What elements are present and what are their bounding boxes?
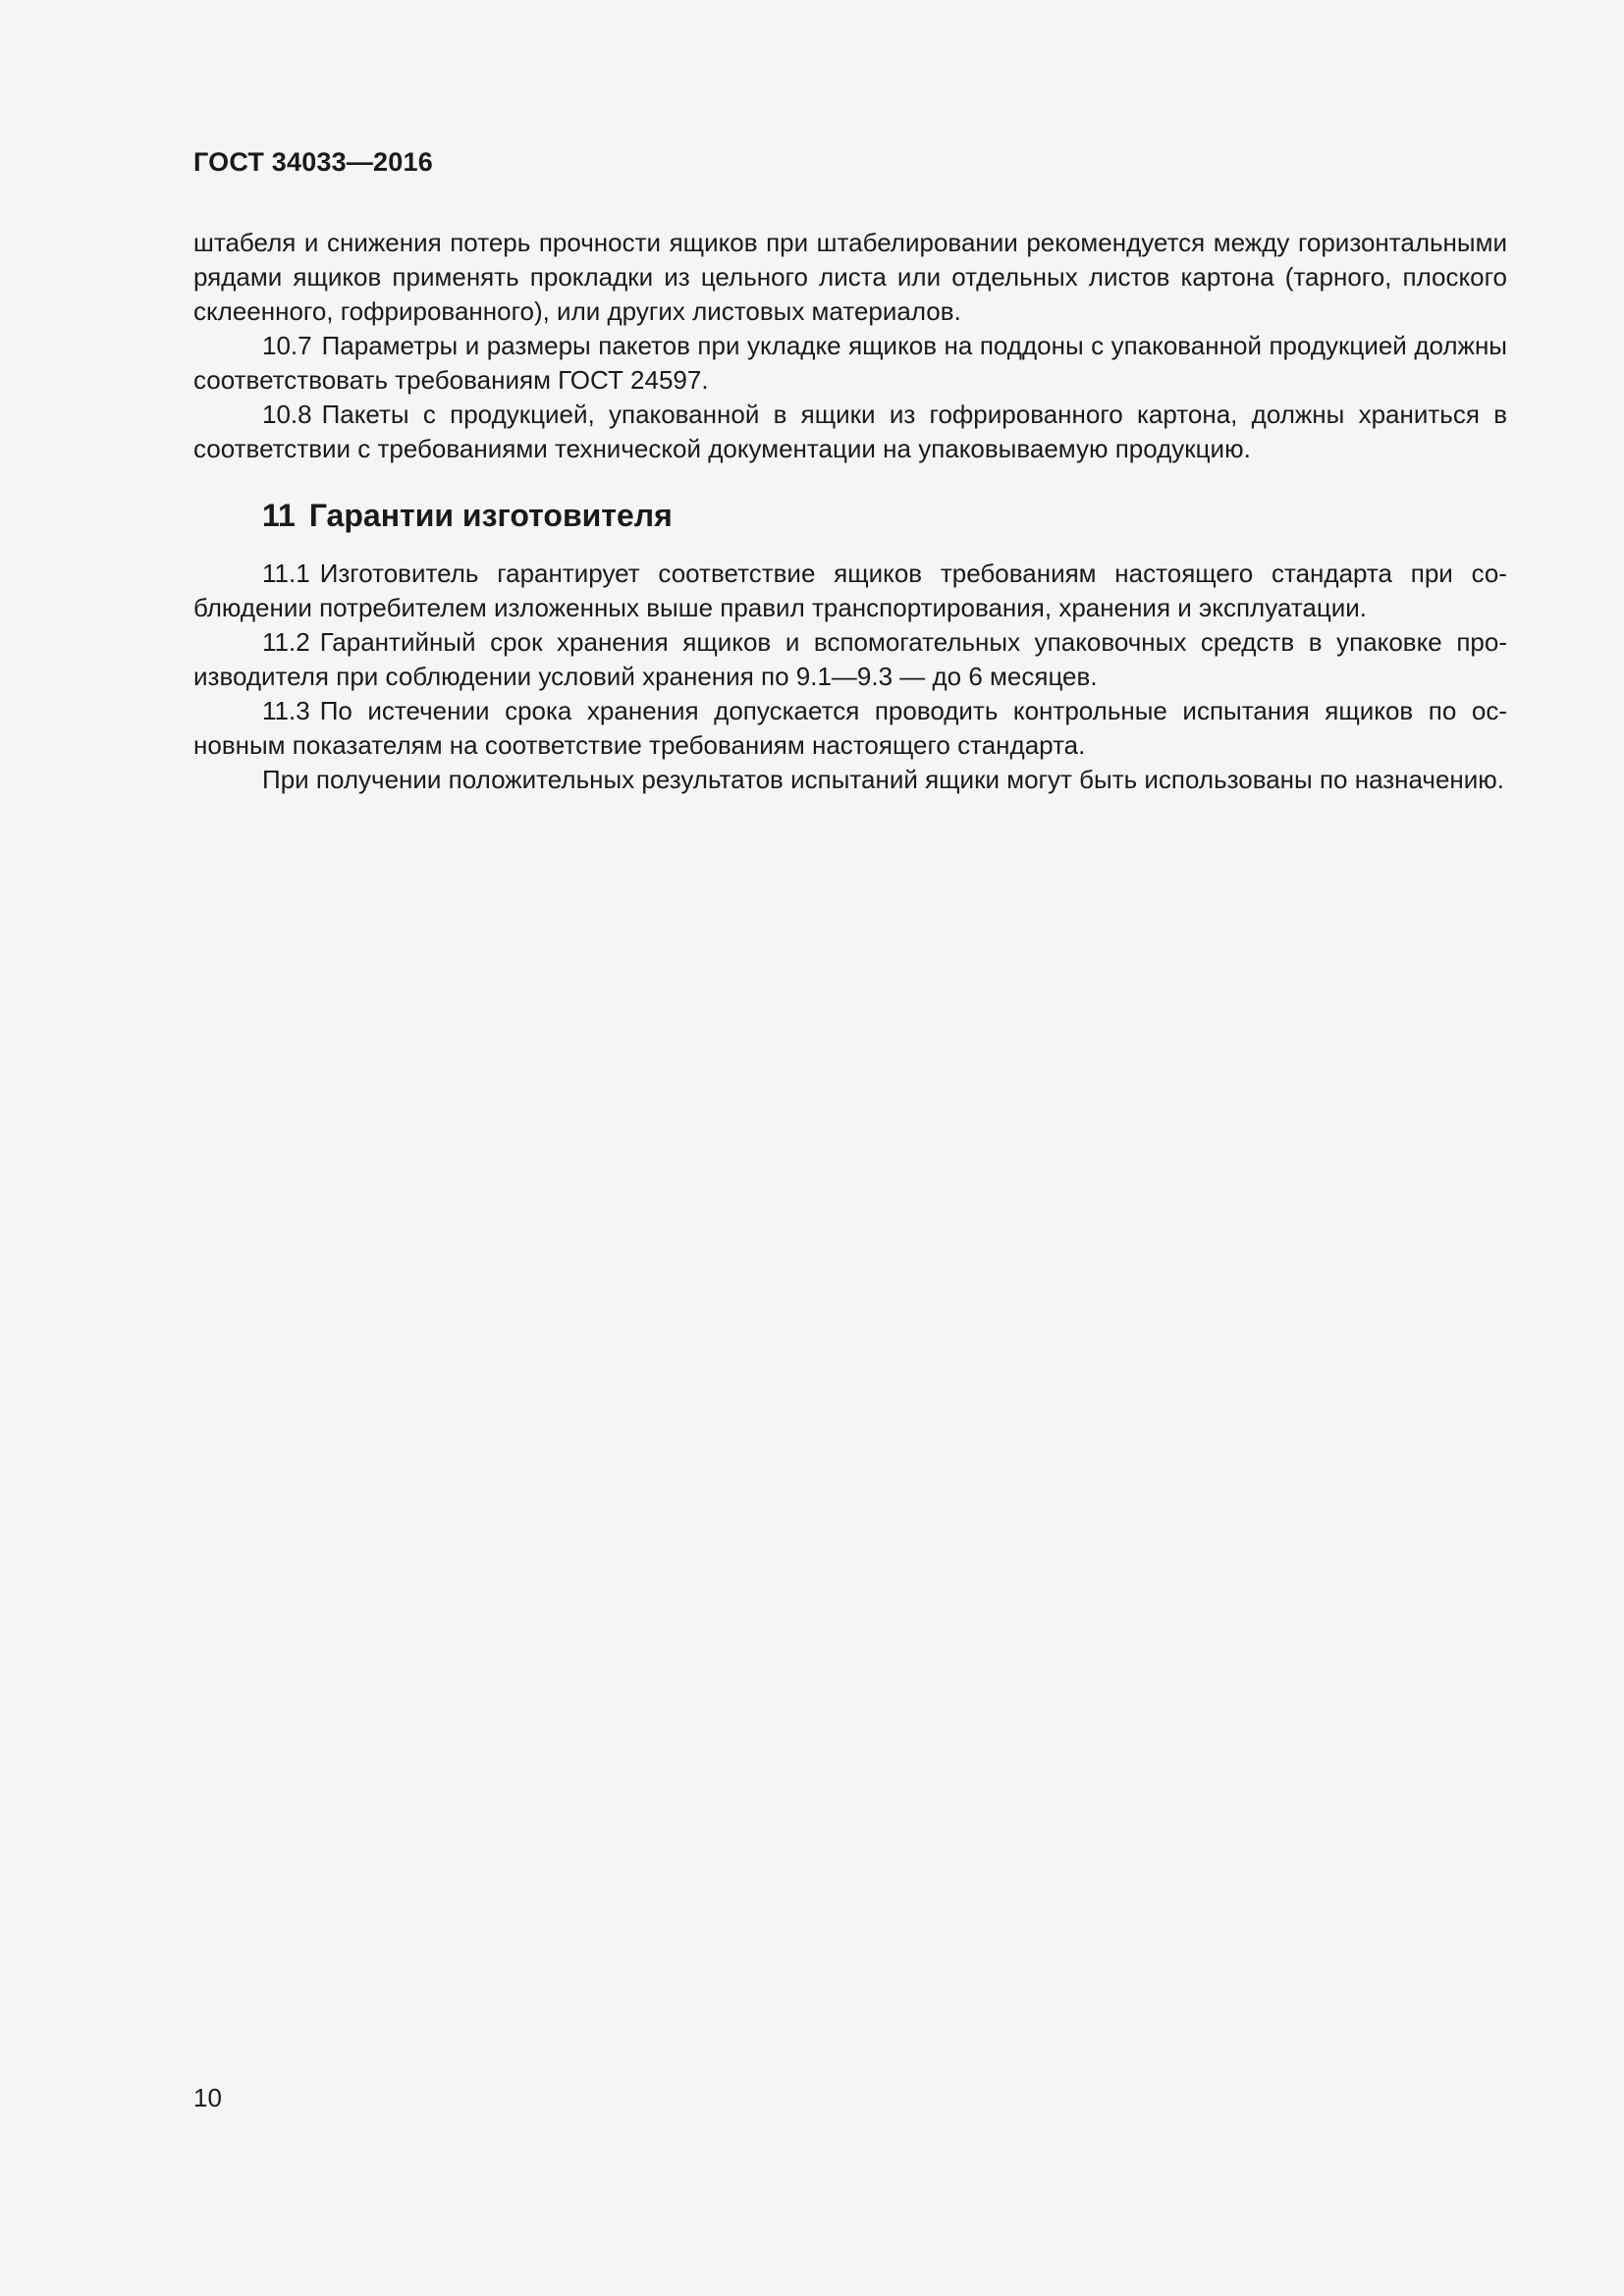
clause-number: 10.7: [262, 331, 312, 360]
document-body: [193, 226, 1507, 797]
section-number: 11: [262, 498, 296, 533]
clause-text: Параметры и размеры пакетов при укладке ящиков на поддоны с упакованной продукцией должны соответствовать требованиям ГОСТ 24597.: [193, 331, 1507, 395]
clause-text: Пакеты с продукцией, упакованной в ящики из гофрированного картона, должны храниться в соответствии с требованиями технической документации на упаковываемую продукцию.: [193, 400, 1507, 463]
clause-number: 10.8: [262, 400, 312, 429]
clause-text: По истечении срока хранения допускается проводить контрольные испытания ящиков по основным показателям на соответствие требованиям настоящего стандарта.: [193, 696, 1507, 760]
section-heading: [262, 496, 1507, 535]
clause-text: Гарантийный срок хранения ящиков и вспомогательных упаковочных средств в упаковке производителя при соблюдении условий хранения по 9.1—9.3 — до 6 месяцев.: [193, 627, 1507, 691]
clause-10-8: [193, 398, 1507, 466]
section-title: Гарантии изготовителя: [308, 498, 673, 533]
document-header: ГОСТ 34033—2016: [193, 147, 433, 177]
clause-text: Изготовитель гарантирует соответствие ящиков требованиям настоящего стандарта при соблюдении потребителем изложенных выше правил транспортирования, хранения и эксплуатации.: [193, 559, 1507, 622]
clause-10-7: [193, 329, 1507, 398]
clause-number: 11.2: [262, 627, 310, 657]
clause-11-1: [193, 557, 1507, 625]
page-number: 10: [193, 2083, 222, 2112]
clause-11-2: [193, 625, 1507, 694]
clause-11-3: [193, 694, 1507, 763]
continuation-paragraph: штабеля и снижения потерь прочности ящиков при штабелировании рекомендуется между горизонтальными рядами ящиков применять прокладки из цельного листа или отдельных листов картона (тарного, плоского склеенного, гофрированного), или других листовых материалов.: [193, 228, 1507, 326]
clause-number: 11.1: [262, 559, 310, 588]
closing-paragraph: При получении положительных результатов испытаний ящики могут быть использованы по назначению.: [262, 765, 1505, 794]
clause-number: 11.3: [262, 696, 310, 725]
